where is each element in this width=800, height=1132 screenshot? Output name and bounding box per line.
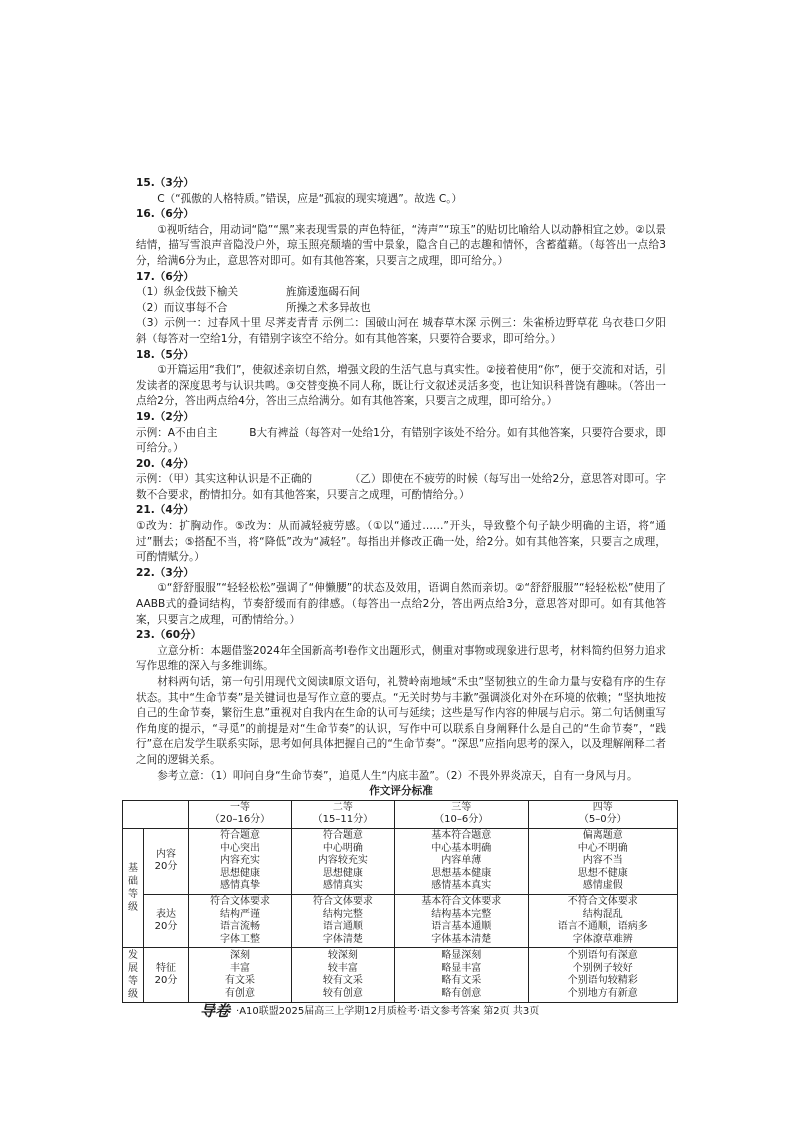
question-21 xyxy=(136,503,666,565)
question-17-item-2 xyxy=(136,301,666,317)
table-row-expression xyxy=(123,894,678,947)
header-blank xyxy=(123,800,189,828)
answer-page xyxy=(128,176,666,1003)
cell-feature-g3: 略显深刻 略显丰富 略有文采 略有创意 xyxy=(394,948,528,1003)
question-20 xyxy=(136,457,666,504)
development-level-label: 发展等级 xyxy=(123,948,144,1003)
question-21-head: 21.（4分） xyxy=(136,504,194,517)
row-label-content: 内容 20分 xyxy=(144,828,189,894)
question-23-head: 23.（60分） xyxy=(136,629,202,642)
question-23-reference: 参考立意：（1）叩问自身“生命节奏”，追觅人生“内底丰盈”。（2）不畏外界炎凉天，自有一身风与月。 xyxy=(157,769,638,782)
table-row-feature xyxy=(123,948,678,1003)
question-23 xyxy=(136,628,666,784)
question-19-answer: 示例：A不由自主 B大有裨益（每答对一处给1分，有错别字该处不给分。如有其他答案，只要符合要求，即可给分。） xyxy=(136,426,666,455)
cell-expression-g2: 符合文体要求 结构完整 语言通顺 字体清楚 xyxy=(291,894,394,947)
question-17-item-1 xyxy=(136,285,666,301)
question-17-item-1-b: 旌旆逶迤碣石间 xyxy=(286,286,361,299)
question-18-head: 18.（5分） xyxy=(136,348,194,361)
question-22-head: 22.（3分） xyxy=(136,566,194,579)
header-grade-4: 四等 （5–0分） xyxy=(528,800,677,828)
question-22-answer: ①“舒舒服服”“轻轻松松”强调了“伸懒腰”的状态及效用，语调自然而亲切。②“舒舒服服”“轻轻松松”使用了AABB式的叠词结构，节奏舒缓而有韵律感。（每答出一点给2分，答出两点给3分，意思答对即可。如有其他答案，只要言之成理，可酌情给分。） xyxy=(136,582,666,626)
cell-expression-g3: 基本符合文体要求 结构基本完整 语言基本通顺 字体基本清楚 xyxy=(394,894,528,947)
cell-content-g2: 符合题意 中心明确 内容较充实 思想健康 感情真实 xyxy=(291,828,394,894)
basic-level-label: 基础等级 xyxy=(123,828,144,947)
grading-table xyxy=(122,800,678,1004)
question-19 xyxy=(136,410,666,457)
cell-content-g4: 偏离题意 中心不明确 内容不当 思想不健康 感情虚假 xyxy=(528,828,677,894)
question-21-answer: ①改为：扩胸动作。⑤改为：从而减轻疲劳感。（①以“通过……”开头，导致整个句子缺少明确的主语，将“通过”删去；⑤搭配不当，将“降低”改为“减轻”。每指出并修改正确一处，给2分。如有其他答案，只要言之成理，可酌情赋分。） xyxy=(136,520,666,564)
row-label-feature: 特征 20分 xyxy=(144,948,189,1003)
question-23-analysis: 立意分析：本题借鉴2024年全国新高考Ⅰ卷作文出题形式，侧重对事物或现象进行思考，材料简约但努力追求写作思维的深入与多维训练。 xyxy=(136,644,666,673)
question-15-head: 15.（3分） xyxy=(136,177,194,189)
question-15 xyxy=(136,176,666,207)
cell-feature-g4: 个别语句有深意 个别例子较好 个别语句较精彩 个别地方有新意 xyxy=(528,948,677,1003)
cell-content-g1: 符合题意 中心突出 内容充实 思想健康 感情真挚 xyxy=(189,828,292,894)
question-17-head: 17.（6分） xyxy=(136,270,194,283)
question-20-head: 20.（4分） xyxy=(136,457,194,470)
question-18-answer: ①开篇运用“我们”，使叙述亲切自然，增强文段的生活气息与真实性。②接着使用“你”，便于交流和对话，引发读者的深度思考与认识共鸣。③交替变换不同人称，既让行文叙述灵活多变，也让知识科普饶有趣味。（答出一点给2分，答出两点给4分，答出三点给满分。如有其他答案，只要言之成理，即可给分。） xyxy=(136,364,666,408)
grading-table-title: 作文评分标准 xyxy=(369,785,433,798)
table-row-content xyxy=(123,828,678,894)
question-18 xyxy=(136,348,666,410)
question-16-answer: ①视听结合，用动词“隐”“黑”来表现雪景的声色特征，“涛声”“琼玉”的贴切比喻给人以动静相宜之妙。②以景结情，描写雪浪声音隐没户外，琼玉照亮颓墙的雪中景象，隐含自己的志趣和情怀，含蓄蕴藉。（每答出一点给3分，给满6分为止，意思答对即可。如有其他答案，只要言之成理，即可给分。） xyxy=(136,223,666,267)
page-footer xyxy=(200,1004,539,1020)
question-17-item-2-a: （2）而议事每不合 xyxy=(136,301,228,314)
question-22 xyxy=(136,566,666,628)
question-23-material: 材料两句话，第一句引用现代文阅读Ⅱ原文语句，礼赞岭南地域“禾虫”坚韧独立的生命力量与安稳有序的生存状态。其中“生命节奏”是关键词也是写作立意的要点。“无关时势与丰歉”强调淡化对外在环境的依赖；“坚执地按自己的生命节奏，繁衍生息”重视对自我内在生命的认可与延续；这些是写作内容的伸展与启示。第二句话侧重写作角度的提示，“寻觅”的前提是对“生命节奏”的认识，写作中可以联系自身阐释什么是自己的“生命节奏”，“践行”意在启发学生联系实际，思考如何具体把握自己的“生命节奏”。“深思”应指向思考的深入，以及理解阐释二者之间的逻辑关系。 xyxy=(136,676,666,766)
cell-expression-g1: 符合文体要求 结构严谨 语言流畅 字体工整 xyxy=(189,894,292,947)
question-16 xyxy=(136,207,666,269)
header-grade-1: 一等 （20–16分） xyxy=(189,800,292,828)
header-grade-3: 三等 （10–6分） xyxy=(394,800,528,828)
cell-content-g3: 基本符合题意 中心基本明确 内容单薄 思想基本健康 感情基本真实 xyxy=(394,828,528,894)
question-16-head: 16.（6分） xyxy=(136,208,194,221)
row-label-expression: 表达 20分 xyxy=(144,894,189,947)
question-17-item-3: （3）示例一：过春风十里 尽荠麦青青 示例二：国破山河在 城春草木深 示例三：朱雀桥边野草花 乌衣巷口夕阳斜（每答对一空给1分，有错别字该空不给分。如有其他答案，只要符合要求，即可给分。） xyxy=(136,317,666,345)
question-19-head: 19.（2分） xyxy=(136,410,194,423)
cell-feature-g1: 深刻 丰富 有文采 有创意 xyxy=(189,948,292,1003)
grading-table-header xyxy=(123,800,678,828)
question-17-item-1-a: （1）纵金伐鼓下榆关 xyxy=(136,286,239,299)
cell-feature-g2: 较深刻 较丰富 较有文采 较有创意 xyxy=(291,948,394,1003)
brand-logo: 导卷 xyxy=(200,1002,231,1020)
header-grade-2: 二等 （15–11分） xyxy=(291,800,394,828)
question-20-answer: 示例：（甲）其实这种认识是不正确的 （乙）即使在不疲劳的时候（每写出一处给2分，意思答对即可。字数不合要求，酌情扣分。如有其他答案，只要言之成理，可酌情给分。） xyxy=(136,473,666,501)
cell-expression-g4: 不符合文体要求 结构混乱 语言不通顺，语病多 字体潦草难辨 xyxy=(528,894,677,947)
question-15-answer: C（“孤傲的人格特质。”错误，应是“孤寂的现实境遇”。故选 C。） xyxy=(157,192,463,205)
footer-text: ·A10联盟2025届高三上学期12月质检考·语文参考答案 第2页 共3页 xyxy=(236,1006,540,1017)
question-17 xyxy=(136,270,666,348)
question-17-item-2-b: 所操之术多异故也 xyxy=(286,301,371,314)
